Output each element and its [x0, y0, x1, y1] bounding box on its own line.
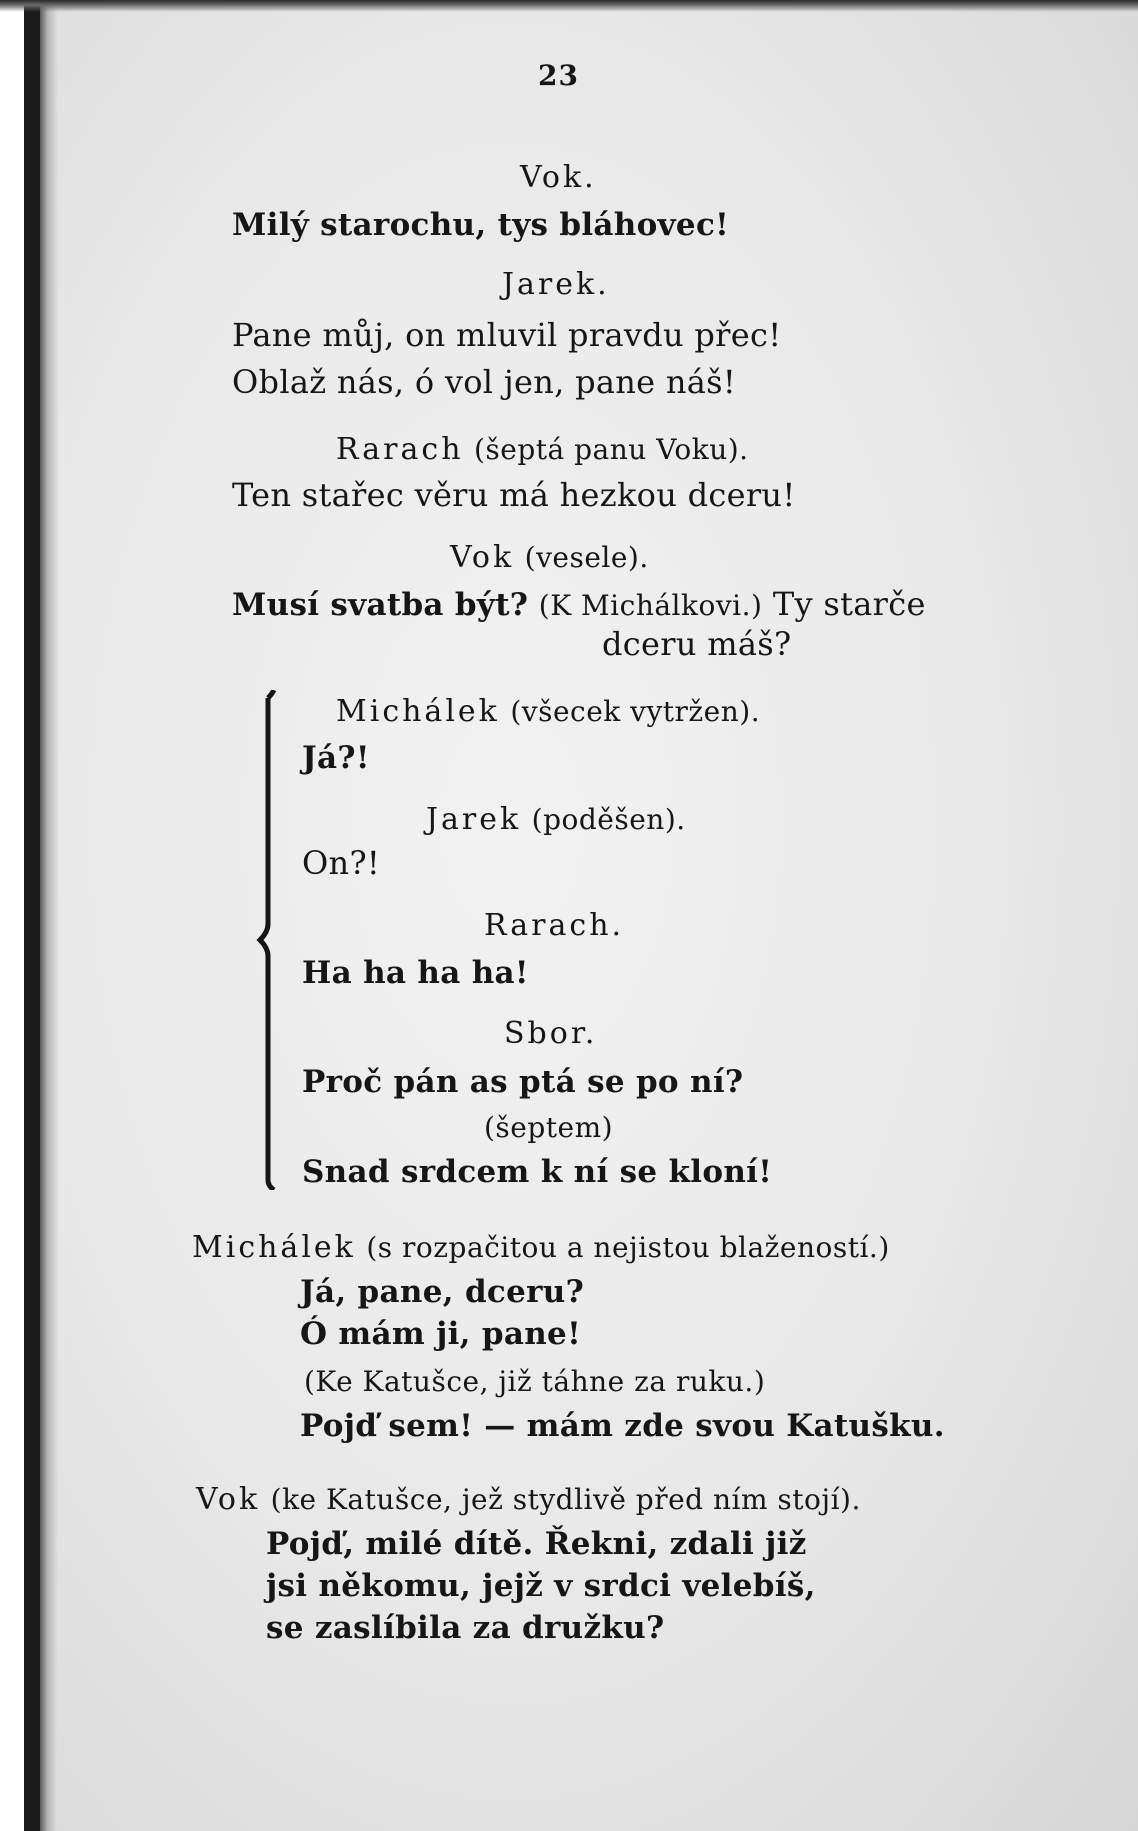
verse-line: On?! — [302, 844, 381, 882]
speaker-michalek: Michálek — [192, 1230, 356, 1265]
speaker-jarek: Jarek — [426, 802, 522, 837]
page-top-edge — [0, 0, 1138, 12]
speaker-heading — [192, 1226, 890, 1268]
speaker-michalek: Michálek — [336, 694, 500, 729]
stage-direction: (ke Katušce, jež stydlivě před ním stojí). — [270, 1483, 861, 1516]
speaker-heading — [196, 1478, 861, 1520]
verse-line: Pane můj, on mluvil pravdu přec! — [232, 316, 782, 354]
verse-line-with-direction — [232, 584, 926, 626]
page-number: 23 — [538, 59, 579, 92]
speaker-vok: Vok. — [520, 160, 597, 195]
speaker-sbor: Sbor. — [504, 1016, 598, 1051]
verse-line: Snad srdcem k ní se kloní! — [302, 1154, 773, 1190]
verse-line: se zaslíbila za družku? — [266, 1610, 665, 1646]
stage-direction: (vesele). — [524, 541, 649, 574]
verse-line: dceru máš? — [602, 625, 792, 663]
speaker-vok: Vok — [450, 540, 515, 575]
speaker-heading — [450, 536, 649, 578]
speaker-rarach: Rarach. — [484, 908, 625, 943]
verse-line: Ó mám ji, pane! — [300, 1316, 581, 1352]
speaker-jarek: Jarek. — [502, 267, 610, 302]
page-binding-edge — [0, 0, 58, 1831]
verse-line: Pojď sem! — mám zde svou Katušku. — [300, 1408, 945, 1444]
stage-direction: (šeptá panu Voku). — [474, 433, 749, 466]
stage-direction: (K Michálkovi.) — [538, 589, 763, 622]
verse-line: Já, pane, dceru? — [300, 1274, 585, 1310]
verse-line: Proč pán as ptá se po ní? — [302, 1064, 744, 1100]
verse-line: jsi někomu, jejž v srdci velebíš, — [266, 1568, 816, 1604]
verse-fragment: Ty starče — [772, 585, 926, 623]
verse-line: Oblaž nás, ó vol jen, pane náš! — [232, 363, 737, 401]
speaker-vok: Vok — [196, 1482, 261, 1517]
speaker-rarach: Rarach — [336, 432, 464, 467]
speaker-heading — [336, 428, 749, 470]
verse-line: Ha ha ha ha! — [302, 955, 529, 991]
verse-line: Pojď, milé dítě. Řekni, zdali již — [266, 1526, 807, 1562]
verse-line: Já?! — [302, 740, 370, 776]
brace-bracket — [248, 690, 288, 1190]
stage-direction: (s rozpačitou a nejistou blažeností.) — [366, 1231, 890, 1264]
stage-direction: (Ke Katušce, již táhne za ruku.) — [304, 1365, 766, 1398]
verse-line: Milý starochu, tys bláhovec! — [232, 207, 730, 243]
stage-direction: (poděšen). — [531, 803, 686, 836]
speaker-heading — [336, 690, 760, 732]
verse-fragment: Musí svatba být? — [232, 587, 529, 623]
speaker-heading — [426, 798, 686, 840]
stage-direction: (šeptem) — [484, 1111, 614, 1144]
stage-direction: (všecek vytržen). — [510, 695, 761, 728]
verse-line: Ten stařec věru má hezkou dceru! — [232, 476, 796, 514]
